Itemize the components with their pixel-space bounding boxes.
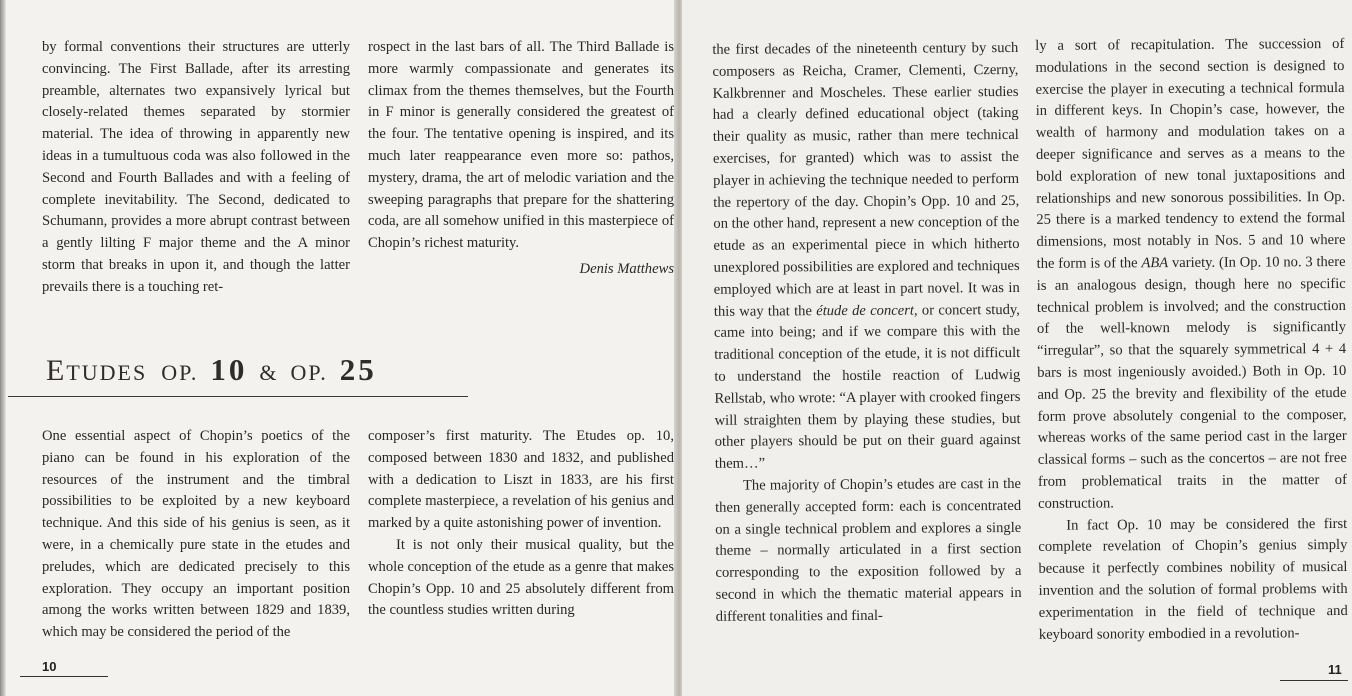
paragraph-etude-form: The majority of Chopin’s etudes are cast in the then generally accepted form: each is concentrated on a single technical problem and explores a single theme – normally articulated in a first section corresponding to the exposition followed by a second in which the thematic material appears in different tonalities and final- [715,475,1022,625]
paragraph-etudes-intro: One essential aspect of Chopin’s poetics of the piano can be found in his exploration of the resources of the instrument and the timbral possibilities to be exploited by a new keyboard technique. And this side of his genius is seen, as it were, in a chemically pure state in the etudes and preludes, which are dedicated precisely to this exploration. They occupy an important position among the works written between 1829 and 1839, which may be considered the period of the [42,428,350,641]
text-segment: , or concert study, came into being; and if we compare this with the traditional conception of the etude, it is not difficult to understand the hostile reaction of Ludwig Rellstab, who wrote: “A player with crooked fingers will straighten them by playing these studies, but other players should be put on their guard against them…” [713,301,1021,472]
heading-op-1: OP. [161,360,199,385]
paragraph-recapitulation [1035,34,1347,515]
heading-word-etudes: TUDES [66,360,148,385]
page-number-left: 10 [42,659,57,674]
page-number-rule-right [1280,680,1348,681]
heading-number-25: 25 [339,352,377,387]
heading-number-10: 10 [210,352,248,387]
text-italic-etude-de-concert: étude de concert [816,302,914,319]
heading-ampersand: & [259,360,279,385]
author-signature: Denis Matthews [579,260,674,277]
left-top-column-2 [368,37,674,281]
text-segment: ly a sort of recapitulation. The succession of modulations in the second section is designed to exercise the player in executing a technical formula in different keys. In Chopin’s case, however, the wealth of harmony and modulation takes on a deeper significance and serves as a means to the bold exploration of new tonal juxtapositions and relationships and new sonorous possibilities. In Op. 25 there is a marked tendency to extend the formal dimensions, most notably in Nos. 5 and 10 where the form is of the [1035,35,1346,272]
text-segment: the first decades of the nineteenth century by such composers as Reicha, Cramer, Clementi, Czerny, Kalkbrenner and Moscheles. These earlier studies had a clearly defined educational object (taking their quality as music, rather than mere technical exercises, for granted) which was to assist the player in achieving the technique needed to perform the repertory of the day. Chopin’s Opp. 10 and 25, on the other hand, represent a new conception of the etude as an experimental piece in which hitherto unexplored possibilities are explored and techniques employed which are at least in part novel. It was in this way that the [712,39,1020,320]
paragraph-ballades-2: rospect in the last bars of all. The Third Ballade is more warmly compassionate and generates its climax from the themes themselves, but the Fourth in F minor is generally considered the greatest of the four. The tentative opening is inspired, and its much later reappearance even more so: pathos, mystery, drama, the art of melodic variation and the sweeping paragraphs that prepare for the shattering coda, are all somehow unified in this masterpiece of Chopin’s richest maturity. [368,39,674,252]
text-segment: variety. (In Op. 10 no. 3 there is an analogous design, though here no specific technical problem is involved; and the construction of the well-known melody is significantly “irregular”, so that the squarely symmetrical 4 + 4 bars is most ingeniously avoided.) Both in Op. 10 and Op. 25 the brevity and flexibility of the etude form prove absolutely congenial to the composer, whereas works of the same period cast in the larger classical forms – such as the concertos – are not free from problematical traits in the matter of construction. [1036,253,1347,512]
left-bottom-column-1 [42,426,350,644]
page-number-rule-left [20,676,108,677]
right-column-2 [1035,34,1348,646]
paragraph-earlier-studies [712,38,1021,476]
paragraph-op10-maturity: composer’s first maturity. The Etudes op. 10, composed between 1830 and 1832, and published with a dedication to Liszt in 1833, are his first complete masterpiece, a revelation of his genius and marked by a quite astonishing power of invention. [368,428,674,532]
page-number-right: 11 [1328,662,1342,677]
heading-op-2: OP. [290,360,328,385]
section-heading [46,352,377,388]
right-column-1 [712,38,1022,628]
heading-rule [8,396,468,397]
left-top-column-1 [42,37,350,299]
page-edge-shadow [0,0,6,696]
paragraph-op10-revelation: In fact Op. 10 may be considered the first complete revelation of Chopin’s genius simply because it perfectly combines nobility of musical invention and the solution of formal problems with experimentation in the field of technique and keyboard sonority embodied in a revolution- [1038,515,1348,643]
paragraph-ballades-1: by formal conventions their structures are utterly convincing. The First Ballade, after its arresting preamble, alternates two expansively lyrical but closely-related themes separated by stormier material. The idea of throwing in apparently new ideas in a tumultuous coda was also followed in the Second and Fourth Ballades and with a feeling of complete inevitability. The Second, dedicated to Schumann, provides a more abrupt contrast between a gently lilting F major theme and the A minor storm that breaks in upon it, and though the latter prevails there is a touching ret- [42,39,350,295]
text-italic-aba: ABA [1141,255,1169,272]
right-page [682,0,1352,696]
heading-initial: E [46,354,67,387]
paragraph-genre-conception: It is not only their musical quality, but the whole conception of the etude as a genre that makes Chopin’s Opp. 10 and 25 absolutely different from the countless studies written during [368,536,674,619]
left-bottom-column-2 [368,426,674,622]
